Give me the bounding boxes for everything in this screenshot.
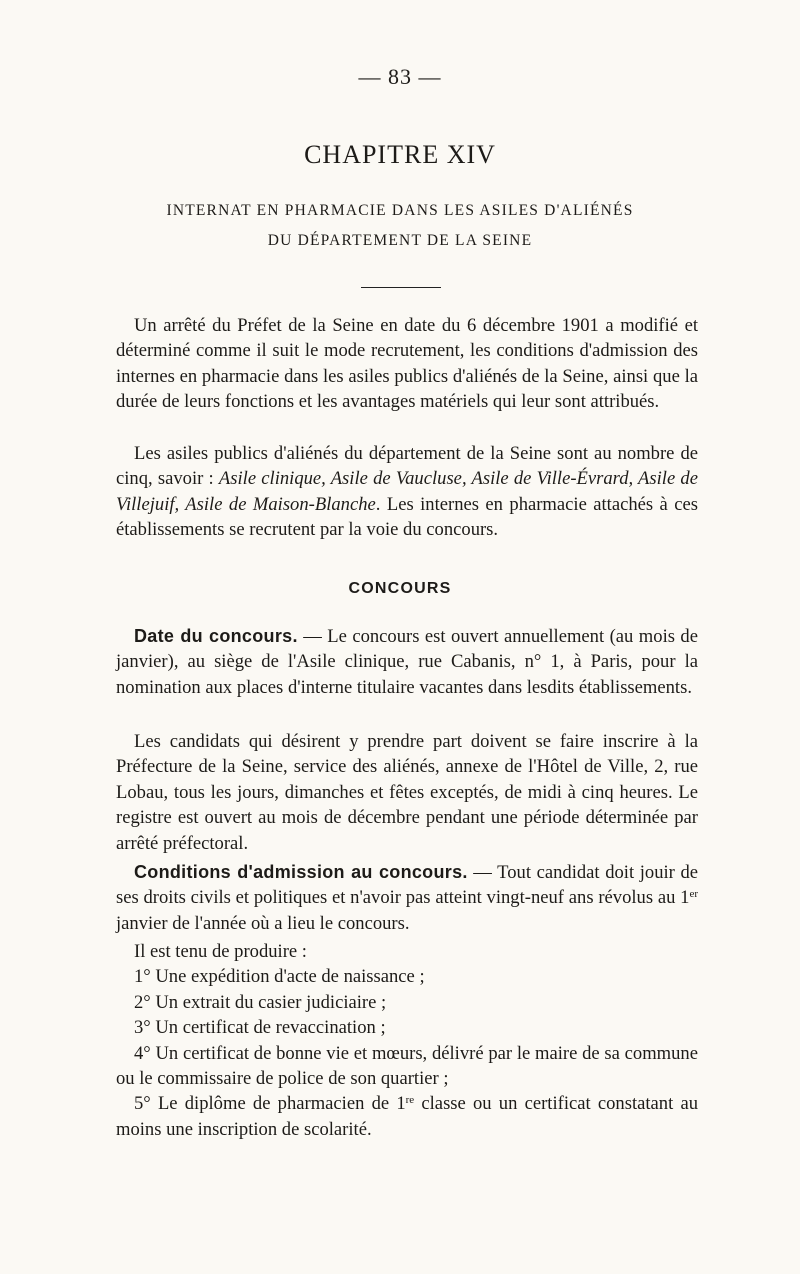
date-concours-paragraph [116,624,698,700]
asile-vaucluse: Asile de Vaucluse [330,468,462,490]
date-concours-block [116,624,698,700]
chapter-subtitle-line2: DU DÉPARTEMENT DE LA SEINE [267,232,533,249]
intro-paragraph-block [116,313,698,415]
conditions-block [116,860,698,936]
asiles-paragraph [116,441,698,543]
separator: , [628,468,639,490]
list-item [116,990,698,1015]
section-divider [361,287,441,288]
list-item [116,1041,698,1092]
asile-maison-blanche: Asile de Maison-Blanche [185,493,376,515]
list-item-text: Le diplôme de pharmacien de 1 [150,1093,406,1115]
list-item-text: Une expédition d'acte de naissance ; [150,966,425,988]
date-concours-title: Date du concours. [134,626,298,646]
candidats-paragraph: Les candidats qui désirent y prendre part doivent se faire inscrire à la Préfecture de la Seine, service des aliénés, annexe de l'Hôtel de Ville, 2, rue Lobau, tous les jours, dimanches et fêtes exceptés, de midi à cinq heures. Le registre est ouvert au mois de décembre pendant une période déterminée par arrêté préfectoral. [116,731,698,854]
list-item-number: 3° [134,1017,151,1039]
list-item [116,1091,698,1142]
list-item-text-end: classe ou un certificat constatant au moins une inscription de scolarité. [116,1093,698,1140]
chapter-subtitle-line1: INTERNAT EN PHARMACIE DANS LES ASILES D'ALIÉNÉS [166,202,634,219]
list-item-text: Un certificat de bonne vie et mœurs, délivré par le maire de sa commune ou le commissaire de police de son quartier ; [116,1042,698,1090]
list-intro: Il est tenu de produire : [134,941,307,962]
asile-clinique: Asile clinique [218,468,322,490]
section-heading-concours: CONCOURS [348,580,452,597]
superscript: re [405,1094,415,1107]
date-concours-text: — Le concours est ouvert annuellement (au mois de janvier), au siège de l'Asile clinique, rue Cabanis, n° 1, à Paris, pour la nomination aux places d'interne titulaire vacantes dans lesdits établissements. [116,626,698,698]
chapter-title: CHAPITRE XIV [304,140,496,169]
list-item-text: Un certificat de revaccination ; [150,1017,386,1039]
intro-paragraph: Un arrêté du Préfet de la Seine en date du 6 décembre 1901 a modifié et déterminé comme il suit le mode recrutement, les conditions d'admission des internes en pharmacie dans les asiles publics d'aliénés de la Seine, ainsi que la durée de leurs fonctions et les avantages matériels qui leur sont attribués. [116,315,698,413]
list-item [116,1015,698,1040]
conditions-text-before: — Tout candidat doit jouir de ses droits civils et politiques et n'avoir pas atteint vingt-neuf ans révolus au 1 [116,862,699,909]
separator: , [174,493,186,515]
page-number: — 83 — [358,64,442,89]
superscript: er [689,888,698,901]
documents-list [116,939,698,1142]
conditions-title: Conditions d'admission au concours. [134,862,468,882]
asiles-text-start: Les asiles publics d'aliénés du département de la Seine sont au nombre de cinq, savoir : [116,443,698,490]
asiles-paragraph-block [116,441,698,543]
asile-ville-evrard: Asile de Ville-Évrard [471,468,629,490]
list-item-number: 1° [134,966,151,988]
separator: , [461,468,472,490]
candidats-block [116,729,698,856]
list-item-number: 2° [134,991,151,1013]
asiles-text-end: . Les internes en pharmacie attachés à ces établissements se recrutent par la voie du concours. [116,493,698,541]
list-item [116,964,698,989]
asile-villejuif: Asile de Villejuif [116,468,698,515]
conditions-text-after: janvier de l'année où a lieu le concours. [116,912,410,934]
conditions-paragraph [116,860,698,936]
list-item-number: 5° [134,1093,151,1115]
list-item-number: 4° [134,1042,151,1064]
separator: , [321,468,331,490]
list-item-text: Un extrait du casier judiciaire ; [150,991,387,1013]
